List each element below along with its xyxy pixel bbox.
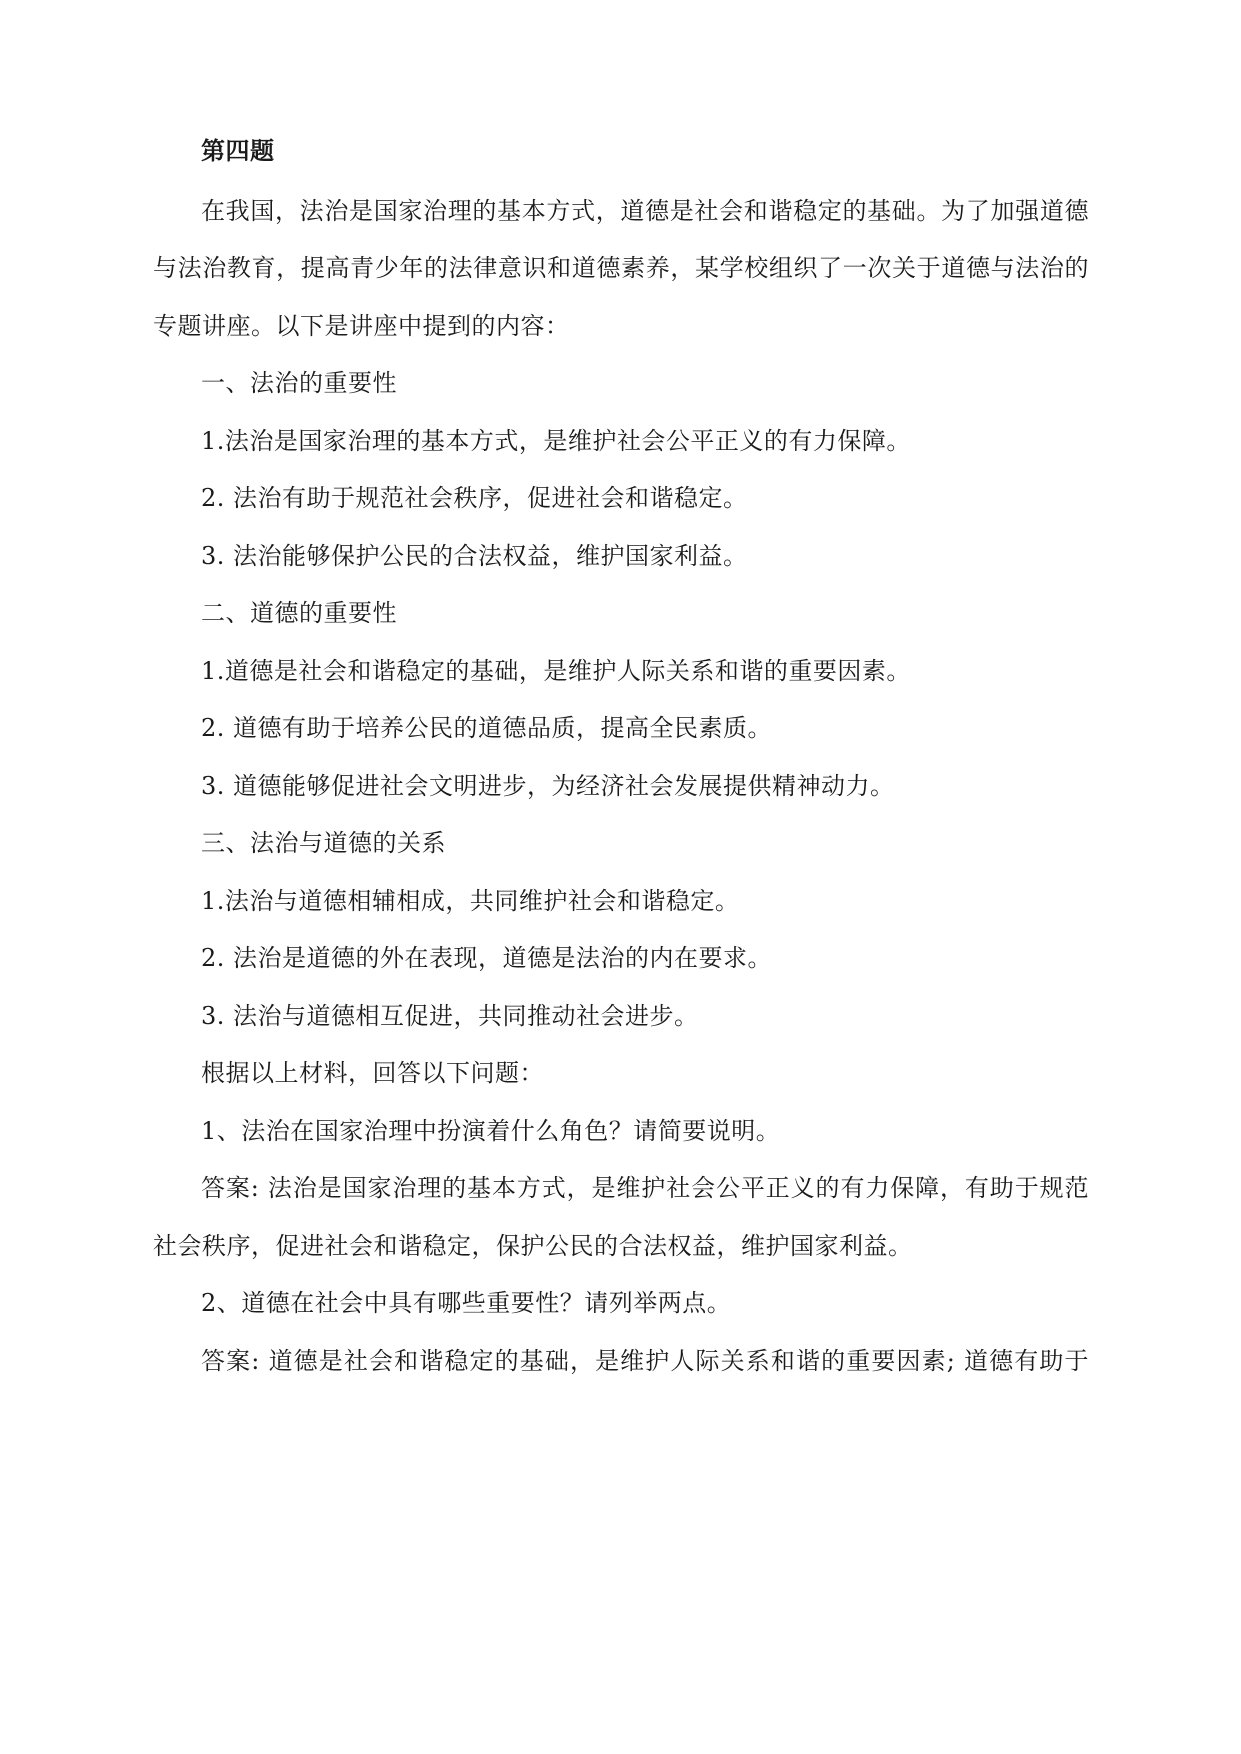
section-3-item-3: 3. 法治与道德相互促进，共同推动社会进步。 (201, 1002, 699, 1030)
section-1-item-2: 2. 法治有助于规范社会秩序，促进社会和谐稳定。 (201, 484, 748, 512)
section-heading-2: 二、道德的重要性 (201, 599, 397, 627)
answer-2-line-1: 答案: 道德是社会和谐稳定的基础，是维护人际关系和谐的重要因素; 道德有助于 (201, 1347, 1089, 1375)
intro-line-1: 在我国，法治是国家治理的基本方式，道德是社会和谐稳定的基础。为了加强道德 (201, 197, 1089, 225)
intro-line-3: 专题讲座。以下是讲座中提到的内容： (153, 312, 570, 340)
section-1-item-1: 1.法治是国家治理的基本方式，是维护社会公平正义的有力保障。 (201, 427, 911, 455)
section-2-item-1: 1.道德是社会和谐稳定的基础，是维护人际关系和谐的重要因素。 (201, 657, 911, 685)
section-2-item-3: 3. 道德能够促进社会文明进步，为经济社会发展提供精神动力。 (201, 772, 895, 800)
section-1-item-3: 3. 法治能够保护公民的合法权益，维护国家利益。 (201, 542, 748, 570)
section-heading-1: 一、法治的重要性 (201, 369, 397, 397)
section-heading-3: 三、法治与道德的关系 (201, 829, 446, 857)
section-2-item-2: 2. 道德有助于培养公民的道德品质，提高全民素质。 (201, 714, 773, 742)
answer-1-line-2: 社会秩序，促进社会和谐稳定，保护公民的合法权益，维护国家利益。 (153, 1232, 913, 1260)
section-3-item-2: 2. 法治是道德的外在表现，道德是法治的内在要求。 (201, 944, 773, 972)
question-title: 第四题 (201, 137, 275, 165)
questions-prompt: 根据以上材料，回答以下问题： (201, 1059, 544, 1087)
question-2: 2、道德在社会中具有哪些重要性？请列举两点。 (201, 1289, 732, 1317)
intro-line-2: 与法治教育，提高青少年的法律意识和道德素养，某学校组织了一次关于道德与法治的 (153, 254, 1089, 282)
section-3-item-1: 1.法治与道德相辅相成，共同维护社会和谐稳定。 (201, 887, 740, 915)
answer-1-line-1: 答案: 法治是国家治理的基本方式，是维护社会公平正义的有力保障，有助于规范 (201, 1174, 1089, 1202)
question-1: 1、法治在国家治理中扮演着什么角色？请简要说明。 (201, 1117, 781, 1145)
